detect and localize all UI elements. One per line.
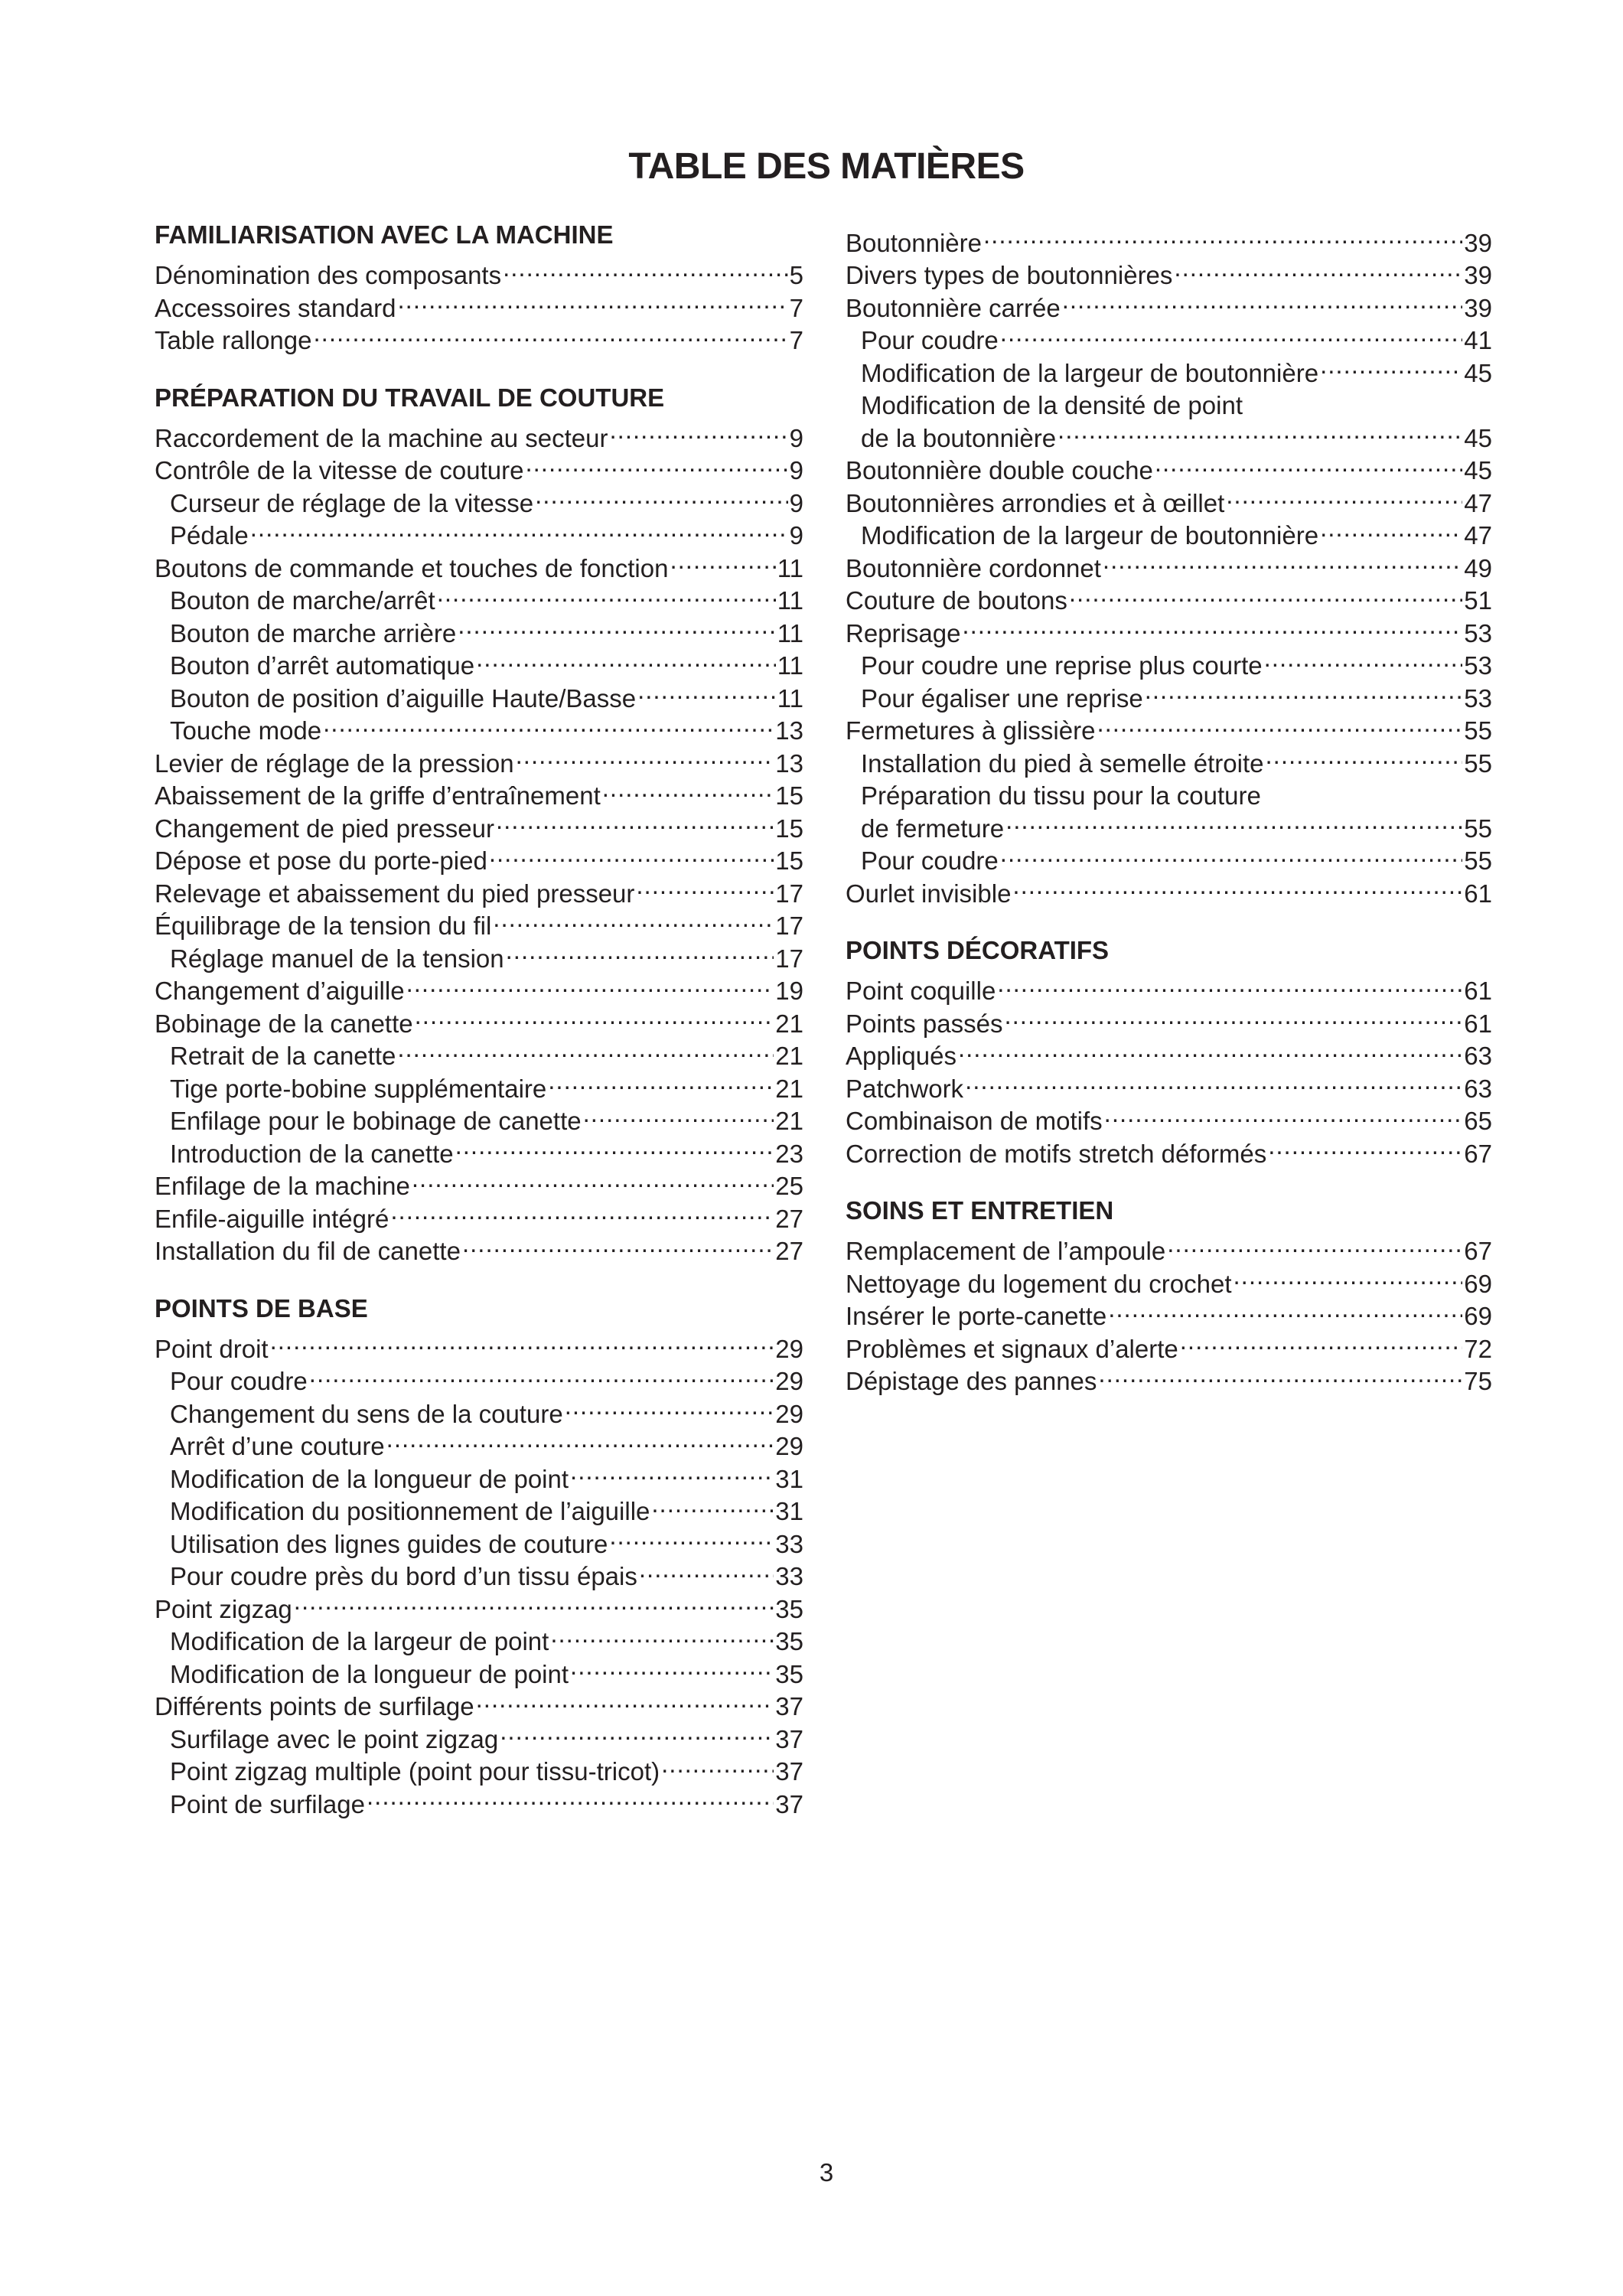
toc-entry-page: 19	[775, 977, 803, 1005]
toc-entry-label: Modification de la longueur de point	[170, 1464, 569, 1493]
toc-entry-label: Enfilage pour le bobinage de canette	[170, 1107, 582, 1135]
section-heading: PRÉPARATION DU TRAVAIL DE COUTURE	[155, 383, 665, 412]
toc-entry-page: 11	[777, 651, 803, 680]
dot-leader	[660, 1748, 774, 1781]
toc-entry-page: 47	[1464, 521, 1492, 550]
toc-entry-page: 37	[775, 1692, 803, 1720]
toc-entry-page: 63	[1464, 1074, 1492, 1103]
toc-entry-page: 61	[1464, 879, 1492, 908]
toc-entry-page: 17	[775, 944, 803, 973]
toc-entry-page: 39	[1464, 261, 1492, 289]
toc-entry-label: Fermetures à glissière	[846, 716, 1096, 745]
dot-leader	[1002, 1000, 1462, 1032]
toc-entry-label: Combinaison de motifs	[846, 1107, 1103, 1135]
dot-leader	[456, 609, 776, 642]
dot-leader	[365, 1780, 774, 1813]
toc-entry-label: Levier de réglage de la pression	[155, 748, 514, 778]
dot-leader	[999, 317, 1463, 350]
toc-entry-label: Patchwork	[846, 1074, 964, 1103]
toc-entry-page: 67	[1464, 1237, 1492, 1265]
toc-entry-page: 53	[1464, 618, 1492, 647]
dot-leader	[601, 772, 774, 805]
toc-entry-page: 23	[775, 1139, 803, 1168]
toc-entry-label: Appliqués	[846, 1042, 957, 1070]
toc-entry-label: Bobinage de la canette	[155, 1009, 413, 1038]
toc-entry-label: Point droit	[155, 1334, 269, 1363]
toc-entry-page: 35	[775, 1627, 803, 1655]
dot-leader	[410, 1163, 774, 1195]
toc-section-familiarisation-avec-la-machine	[155, 219, 803, 354]
toc-entry-page: 11	[777, 618, 803, 647]
toc-entry-label: Reprisage	[846, 618, 961, 647]
dot-leader	[1243, 382, 1491, 415]
dot-leader	[501, 252, 788, 285]
dot-leader	[504, 934, 774, 967]
dot-leader	[474, 642, 776, 675]
dot-leader	[1318, 512, 1462, 545]
dot-leader	[582, 1097, 774, 1130]
toc-entry-page: 29	[775, 1334, 803, 1363]
toc-entry-page: 39	[1464, 228, 1492, 257]
toc-entry-page: 45	[1464, 456, 1492, 484]
dot-leader	[1165, 1228, 1462, 1261]
toc-section-continued	[846, 219, 1492, 908]
toc-entry-page: 41	[1464, 326, 1492, 354]
dot-leader	[435, 577, 776, 610]
toc-entry-label: Pour coudre près du bord d’un tissu épais	[170, 1562, 637, 1590]
toc-entry-label: Préparation du tissu pour la couture	[861, 781, 1261, 810]
toc-entry-label: Point coquille	[846, 977, 996, 1005]
dot-leader	[957, 1032, 1462, 1065]
toc-entry-page: 37	[775, 1724, 803, 1753]
toc-entry-label: Introduction de la canette	[170, 1139, 454, 1168]
toc-entry-label: Curseur de réglage de la vitesse	[170, 488, 534, 517]
toc-entry-label: Problèmes et signaux d’alerte	[846, 1334, 1178, 1363]
toc-entry-page: 69	[1464, 1269, 1492, 1298]
toc-entry-page: 7	[789, 326, 803, 354]
dot-leader	[1178, 1325, 1463, 1358]
toc-entry[interactable]	[846, 219, 1492, 257]
toc-entry-page: 67	[1464, 1139, 1492, 1168]
dot-leader	[474, 1683, 774, 1716]
dot-leader	[563, 1390, 774, 1423]
toc-entry-page: 9	[789, 521, 803, 550]
dot-leader	[385, 1423, 774, 1456]
toc-entry-label: Relevage et abaissement du pied presseur	[155, 879, 635, 908]
dot-leader	[311, 317, 787, 350]
toc-entry-label: Ourlet invisible	[846, 879, 1012, 908]
toc-entry-label: Modification de la largeur de point	[170, 1627, 549, 1655]
toc-entry-label: Bouton d’arrêt automatique	[170, 651, 475, 680]
toc-entry[interactable]	[846, 1228, 1492, 1265]
dot-leader	[1261, 772, 1491, 805]
toc-entry-label: Accessoires standard	[155, 293, 396, 322]
section-heading: SOINS ET ENTRETIEN	[846, 1196, 1114, 1225]
toc-entry-label: Contrôle de la vitesse de couture	[155, 456, 524, 484]
toc-entry-page: 45	[1464, 358, 1492, 387]
dot-leader	[498, 1715, 774, 1748]
toc-entry-page: 9	[789, 456, 803, 484]
toc-entry-label: Installation du pied à semelle étroite	[861, 748, 1264, 778]
toc-entry-label: Boutonnière carrée	[846, 293, 1061, 322]
toc-entry-page: 55	[1464, 748, 1492, 778]
dot-leader	[668, 544, 775, 577]
toc-section-points-decoratifs	[846, 934, 1492, 1168]
toc-entry-page: 31	[775, 1464, 803, 1493]
toc-entry-page: 21	[775, 1107, 803, 1135]
dot-leader	[1095, 707, 1462, 740]
dot-leader	[569, 1455, 774, 1488]
toc-entry-label: Enfile-aiguille intégré	[155, 1204, 389, 1233]
toc-entry-label: Modification du positionnement de l’aiguille	[170, 1497, 650, 1525]
dot-leader	[1004, 804, 1462, 837]
toc-entry-page: 65	[1464, 1107, 1492, 1135]
toc-entry-label: Point de surfilage	[170, 1789, 365, 1818]
dot-leader	[636, 674, 776, 707]
toc-entry-page: 13	[775, 716, 803, 745]
toc-entry-label: Point zigzag	[155, 1594, 292, 1623]
dot-leader	[491, 902, 774, 935]
toc-entry-label: Boutonnières arrondies et à œillet	[846, 488, 1225, 517]
dot-leader	[963, 1065, 1462, 1097]
toc-entry[interactable]	[155, 512, 803, 550]
toc-entry-label: Touche mode	[170, 716, 322, 745]
dot-leader	[1263, 642, 1463, 675]
toc-entry-label: Modification de la largeur de boutonnière	[861, 358, 1319, 387]
dot-leader	[321, 707, 774, 740]
toc-entry-label: Pour coudre	[170, 1367, 308, 1395]
dot-leader	[1101, 544, 1462, 577]
dot-leader	[1056, 414, 1462, 447]
toc-entry-label: Surfilage avec le point zigzag	[170, 1724, 499, 1753]
dot-leader	[608, 1520, 774, 1553]
toc-entry-label: Pour coudre	[861, 326, 999, 354]
toc-entry-page: 69	[1464, 1302, 1492, 1330]
toc-entry-page: 9	[789, 423, 803, 452]
dot-leader	[1061, 284, 1463, 317]
toc-entry-page: 51	[1464, 586, 1492, 615]
toc-entry-label: Abaissement de la griffe d’entraînement	[155, 781, 601, 810]
toc-entry-label: Dépose et pose du porte-pied	[155, 846, 487, 875]
toc-entry-page: 61	[1464, 977, 1492, 1005]
toc-entry-label: Différents points de surfilage	[155, 1692, 474, 1720]
toc-entry-label: Remplacement de l’ampoule	[846, 1237, 1166, 1265]
toc-entry-page: 7	[789, 293, 803, 322]
dot-leader	[1011, 869, 1462, 902]
dot-leader	[1172, 252, 1462, 285]
toc-entry-label: Modification de la longueur de point	[170, 1659, 569, 1688]
toc-entry-label: Bouton de marche/arrêt	[170, 586, 435, 615]
toc-entry-page: 29	[775, 1367, 803, 1395]
page-number: 3	[819, 2158, 834, 2187]
dot-leader	[1232, 1260, 1463, 1293]
toc-entry-page: 27	[775, 1237, 803, 1265]
toc-entry[interactable]	[155, 414, 803, 452]
dot-leader	[608, 414, 788, 447]
dot-leader	[996, 967, 1462, 1000]
toc-entry-page: 5	[789, 261, 803, 289]
dot-leader	[1153, 447, 1462, 480]
toc-entry-label: Pour égaliser une reprise	[861, 683, 1143, 713]
toc-entry-label: Changement de pied presseur	[155, 814, 494, 843]
toc-right-column	[846, 219, 1492, 1423]
toc-section-points-de-base	[155, 1293, 803, 1818]
dot-leader	[1224, 479, 1462, 512]
toc-entry-page: 11	[777, 586, 803, 615]
toc-entry-page: 11	[777, 553, 803, 582]
dot-leader	[1264, 739, 1463, 772]
toc-section-soins-et-entretien	[846, 1195, 1492, 1395]
dot-leader	[249, 512, 788, 545]
toc-entry-label: Modification de la densité de point	[861, 391, 1243, 419]
dot-leader	[960, 609, 1462, 642]
dot-leader	[533, 479, 788, 512]
toc-entry-label: Pour coudre une reprise plus courte	[861, 651, 1263, 680]
toc-entry-label: Boutonnière cordonnet	[846, 553, 1101, 582]
toc-entry-label: Table rallonge	[155, 326, 312, 354]
toc-entry-label: Bouton de position d’aiguille Haute/Basse	[170, 683, 637, 713]
section-heading: POINTS DÉCORATIFS	[846, 936, 1110, 964]
toc-entry-page: 13	[775, 748, 803, 778]
toc-entry-page: 17	[775, 912, 803, 940]
dot-leader	[405, 967, 774, 1000]
toc-entry-label: Réglage manuel de la tension	[170, 944, 504, 973]
toc-entry-page: 39	[1464, 293, 1492, 322]
toc-entry-label: Couture de boutons	[846, 586, 1067, 615]
toc-entry-label: de fermeture	[861, 814, 1005, 843]
toc-entry-page: 72	[1464, 1334, 1492, 1363]
dot-leader	[514, 739, 774, 772]
toc-entry-page: 31	[775, 1497, 803, 1525]
toc-entry-page: 63	[1464, 1042, 1492, 1070]
dot-leader	[634, 869, 774, 902]
toc-entry-page: 61	[1464, 1009, 1492, 1038]
dot-leader	[569, 1650, 774, 1683]
toc-entry-page: 29	[775, 1399, 803, 1428]
toc-entry-label: Insérer le porte-canette	[846, 1302, 1107, 1330]
dot-leader	[494, 804, 774, 837]
toc-entry-label: Enfilage de la machine	[155, 1172, 410, 1200]
toc-entry-label: Boutons de commande et touches de fonction	[155, 553, 669, 582]
toc-entry-page: 49	[1464, 553, 1492, 582]
toc-entry-page: 47	[1464, 488, 1492, 517]
dot-leader	[1143, 674, 1463, 707]
toc-entry-page: 33	[775, 1529, 803, 1558]
toc-entry[interactable]	[155, 544, 803, 582]
dot-leader	[523, 447, 787, 480]
toc-entry[interactable]	[155, 252, 803, 289]
toc-entry-label: Retrait de la canette	[170, 1042, 396, 1070]
toc-entry[interactable]	[846, 967, 1492, 1005]
toc-entry-page: 55	[1464, 716, 1492, 745]
toc-entry-page: 37	[775, 1789, 803, 1818]
toc-entry-label: Pour coudre	[861, 846, 999, 875]
dot-leader	[1318, 349, 1462, 382]
toc-entry-page: 33	[775, 1562, 803, 1590]
dot-leader	[487, 837, 774, 870]
toc-entry-page: 35	[775, 1594, 803, 1623]
toc-entry-label: Changement du sens de la couture	[170, 1399, 563, 1428]
dot-leader	[650, 1488, 774, 1521]
toc-entry-label: Correction de motifs stretch déformés	[846, 1139, 1267, 1168]
dot-leader	[389, 1195, 774, 1228]
toc-entry-label: Équilibrage de la tension du fil	[155, 912, 492, 940]
dot-leader	[999, 837, 1463, 870]
dot-leader	[1266, 1130, 1462, 1163]
dot-leader	[549, 1618, 774, 1651]
dot-leader	[269, 1325, 774, 1358]
toc-entry-page: 75	[1464, 1367, 1492, 1395]
toc-entry-label: de la boutonnière	[861, 423, 1057, 452]
dot-leader	[413, 1000, 774, 1032]
dot-leader	[454, 1130, 774, 1163]
toc-entry-label: Dénomination des composants	[155, 261, 502, 289]
toc-entry-label: Dépistage des pannes	[846, 1367, 1097, 1395]
toc-entry-label: Nettoyage du logement du crochet	[846, 1269, 1232, 1298]
dot-leader	[637, 1553, 774, 1586]
dot-leader	[396, 1032, 774, 1065]
toc-entry-page: 29	[775, 1432, 803, 1460]
dot-leader	[1067, 577, 1462, 610]
toc-left-column	[155, 219, 803, 1845]
page-title: TABLE DES MATIÈRES	[628, 146, 1025, 187]
toc-entry-label: Pédale	[170, 521, 249, 550]
toc-section-preparation-du-travail-de-couture	[155, 382, 803, 1265]
dot-leader	[1106, 1293, 1462, 1326]
toc-entry-page: 21	[775, 1074, 803, 1103]
toc-entry-page: 15	[775, 814, 803, 843]
toc-entry-page: 15	[775, 781, 803, 810]
dot-leader	[308, 1358, 774, 1391]
toc-entry-page: 27	[775, 1204, 803, 1233]
toc-entry-label: Boutonnière double couche	[846, 456, 1153, 484]
toc-entry-page: 37	[775, 1757, 803, 1786]
toc-entry-label: Utilisation des lignes guides de couture	[170, 1529, 608, 1558]
toc-entry-label: Point zigzag multiple (point pour tissu-tricot)	[170, 1757, 660, 1786]
toc-entry-label: Changement d’aiguille	[155, 977, 405, 1005]
dot-leader	[982, 219, 1462, 252]
dot-leader	[546, 1065, 774, 1097]
dot-leader	[292, 1585, 774, 1618]
toc-entry-page: 21	[775, 1042, 803, 1070]
toc-entry-label: Bouton de marche arrière	[170, 618, 457, 647]
dot-leader	[1103, 1097, 1463, 1130]
toc-entry-page: 21	[775, 1009, 803, 1038]
dot-leader	[461, 1228, 774, 1261]
toc-entry-page: 11	[777, 683, 803, 713]
toc-entry-page: 9	[789, 488, 803, 517]
toc-entry-label: Raccordement de la machine au secteur	[155, 423, 608, 452]
section-heading: FAMILIARISATION AVEC LA MACHINE	[155, 220, 614, 249]
dot-leader	[1097, 1358, 1462, 1391]
toc-entry[interactable]	[155, 1325, 803, 1363]
toc-entry-label: Arrêt d’une couture	[170, 1432, 385, 1460]
toc-entry-page: 17	[775, 879, 803, 908]
dot-leader	[396, 284, 787, 317]
toc-entry-label: Installation du fil de canette	[155, 1237, 461, 1265]
toc-entry-label: Points passés	[846, 1009, 1003, 1038]
toc-entry-label: Tige porte-bobine supplémentaire	[170, 1074, 547, 1103]
toc-entry-page: 45	[1464, 423, 1492, 452]
section-heading: POINTS DE BASE	[155, 1293, 368, 1322]
toc-entry-page: 53	[1464, 651, 1492, 680]
toc-entry-label: Divers types de boutonnières	[846, 261, 1173, 289]
toc-entry-page: 15	[775, 846, 803, 875]
toc-entry-label: Modification de la largeur de boutonnière	[861, 521, 1319, 550]
toc-entry-page: 55	[1464, 846, 1492, 875]
toc-entry-label: Boutonnière	[846, 228, 982, 257]
toc-entry-page: 25	[775, 1172, 803, 1200]
toc-entry-page: 53	[1464, 683, 1492, 713]
toc-entry-page: 55	[1464, 814, 1492, 843]
toc-entry-page: 35	[775, 1659, 803, 1688]
